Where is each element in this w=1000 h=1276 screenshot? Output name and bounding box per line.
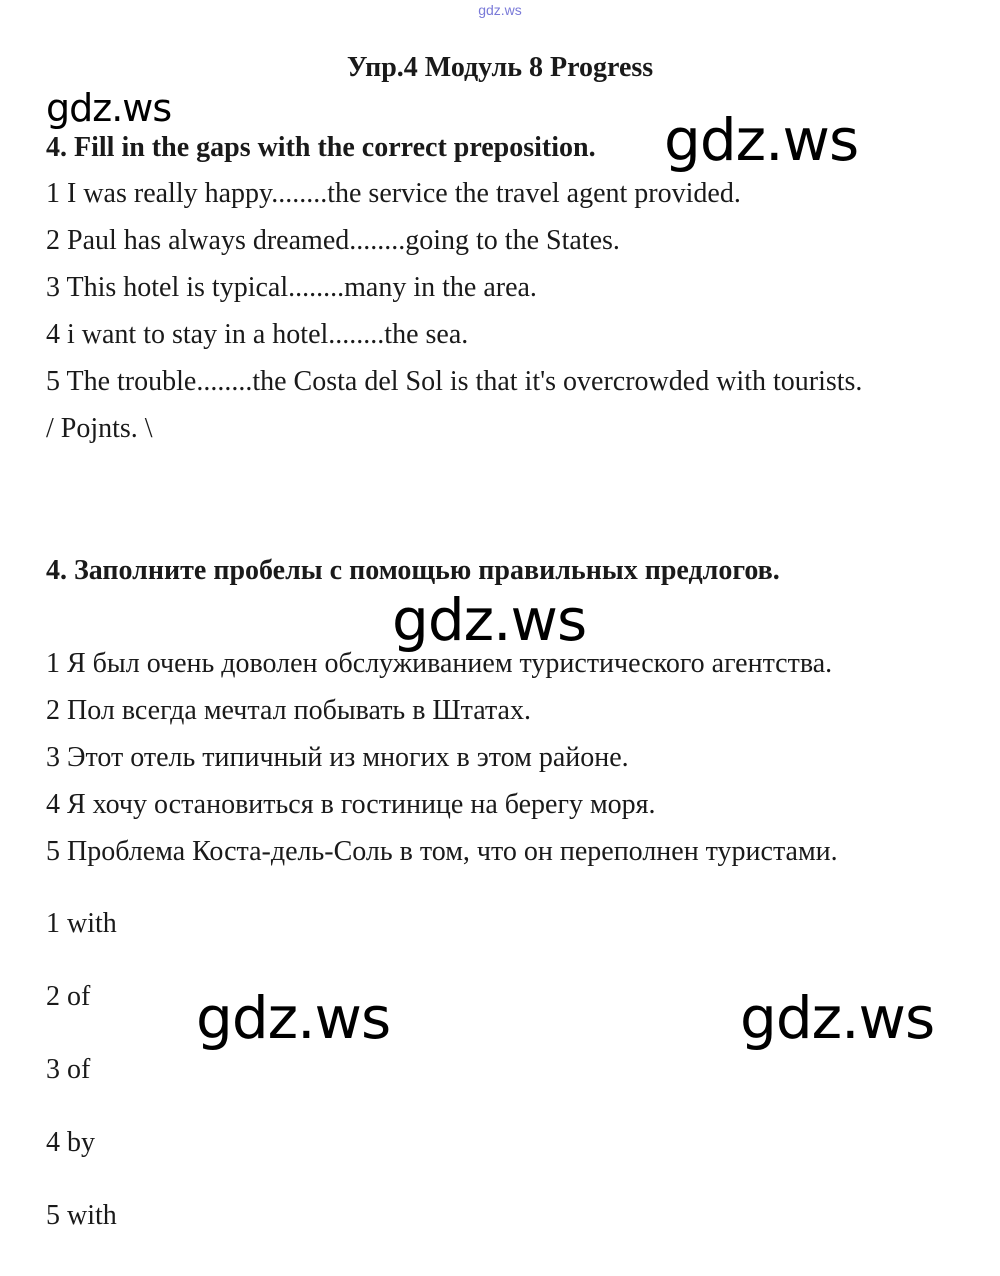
english-item: 4 i want to stay in a hotel........the sea.: [46, 319, 469, 350]
russian-item: 2 Пол всегда мечтал побывать в Штатах.: [46, 695, 531, 726]
english-heading: 4. Fill in the gaps with the correct preposition.: [46, 132, 596, 163]
answer-item: 1 with: [46, 908, 117, 939]
russian-item: 4 Я хочу остановиться в гостинице на берегу моря.: [46, 789, 656, 820]
page-title: Упр.4 Модуль 8 Progress: [346, 52, 654, 83]
english-item: 2 Paul has always dreamed........going to the States.: [46, 225, 620, 256]
russian-item: 3 Этот отель типичный из многих в этом районе.: [46, 742, 629, 773]
answer-item: 3 of: [46, 1054, 91, 1085]
watermark: gdz.ws: [196, 984, 391, 1052]
russian-heading: 4. Заполните пробелы с помощью правильных предлогов.: [46, 555, 780, 586]
answer-item: 5 with: [46, 1200, 117, 1231]
answer-item: 2 of: [46, 981, 91, 1012]
top-watermark: gdz.ws: [478, 2, 522, 18]
english-item: 1 I was really happy........the service the travel agent provided.: [46, 178, 741, 209]
watermark: gdz.ws: [664, 106, 859, 174]
watermark: gdz.ws: [46, 86, 172, 130]
russian-item: 5 Проблема Коста-дель-Соль в том, что он переполнен туристами.: [46, 836, 838, 867]
points-note: / Pojnts. \: [46, 413, 153, 444]
russian-item: 1 Я был очень доволен обслуживанием туристического агентства.: [46, 648, 833, 679]
english-item: 3 This hotel is typical........many in the area.: [46, 272, 537, 303]
watermark: gdz.ws: [740, 984, 935, 1052]
answer-item: 4 by: [46, 1127, 95, 1158]
english-item: 5 The trouble........the Costa del Sol is that it's overcrowded with tourists.: [46, 366, 863, 397]
watermark: gdz.ws: [392, 586, 587, 654]
